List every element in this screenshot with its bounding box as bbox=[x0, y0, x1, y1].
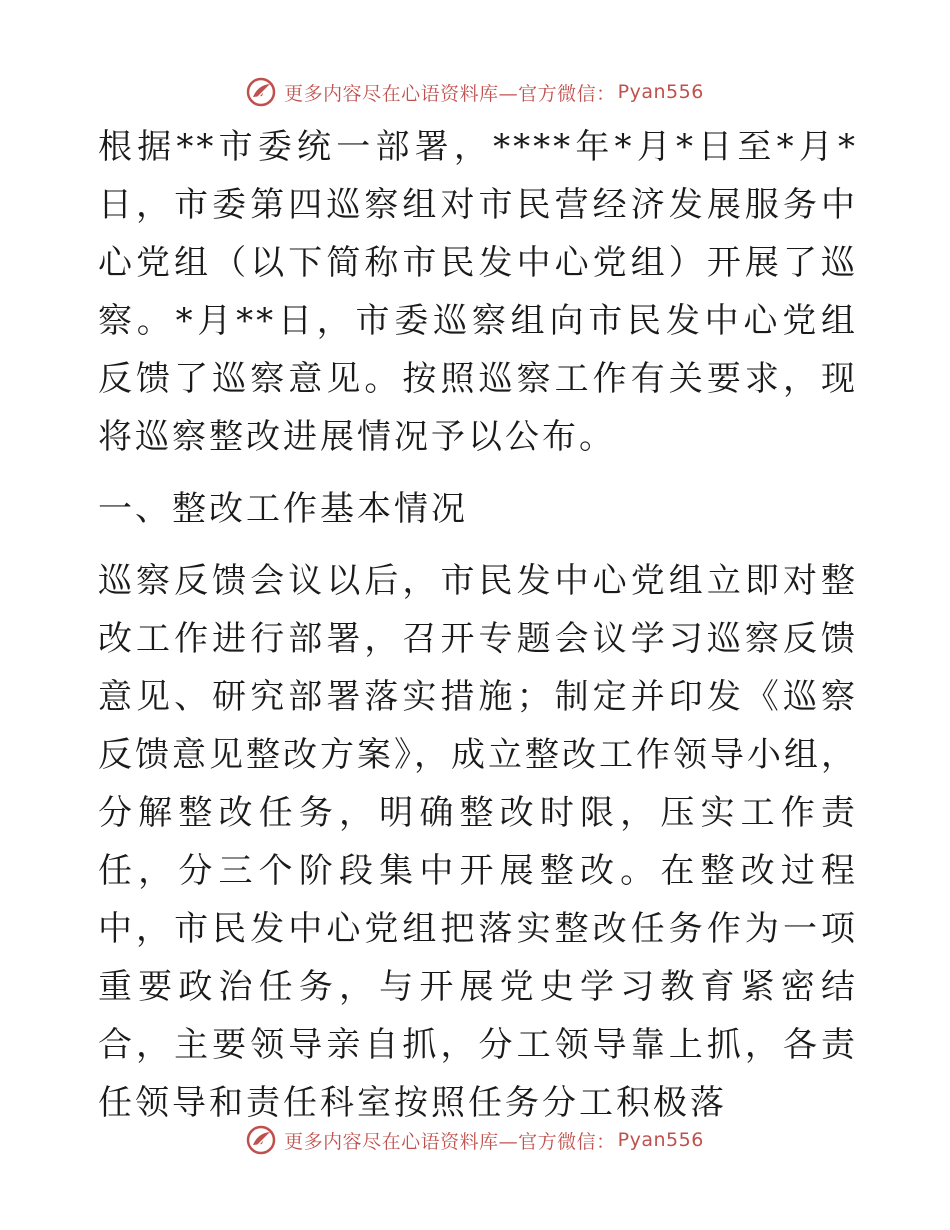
watermark-id: Pyan556 bbox=[617, 1129, 704, 1151]
header-watermark bbox=[0, 72, 950, 112]
watermark-id: Pyan556 bbox=[617, 81, 704, 103]
watermark-text: 更多内容尽在心语资料库—官方微信： bbox=[284, 82, 616, 105]
brand-logo-icon bbox=[246, 77, 276, 107]
footer-watermark bbox=[0, 1120, 950, 1160]
watermark-text: 更多内容尽在心语资料库—官方微信： bbox=[284, 1130, 616, 1153]
brand-logo-icon bbox=[246, 1125, 276, 1155]
intro-paragraph: 根据**市委统一部署，****年*月*日至*月*日，市委第四巡察组对市民营经济发展服务中心党组（以下简称市民发中心党组）开展了巡察。*月**日，市委巡察组向市民发中心党组反馈了巡察意见。按照巡察工作有关要求，现将巡察整改进展情况予以公布。 bbox=[98, 127, 858, 457]
document-body bbox=[98, 118, 858, 1132]
body-paragraph: 巡察反馈会议以后，市民发中心党组立即对整改工作进行部署，召开专题会议学习巡察反馈意见、研究部署落实措施；制定并印发《巡察反馈意见整改方案》，成立整改工作领导小组，分解整改任务，明确整改时限，压实工作责任，分三个阶段集中开展整改。在整改过程中，市民发中心党组把落实整改任务作为一项重要政治任务，与开展党史学习教育紧密结合，主要领导亲自抓，分工领导靠上抓，各责任领导和责任科室按照任务分工积极落 bbox=[98, 561, 858, 1123]
section-heading: 一、整改工作基本情况 bbox=[98, 489, 468, 529]
